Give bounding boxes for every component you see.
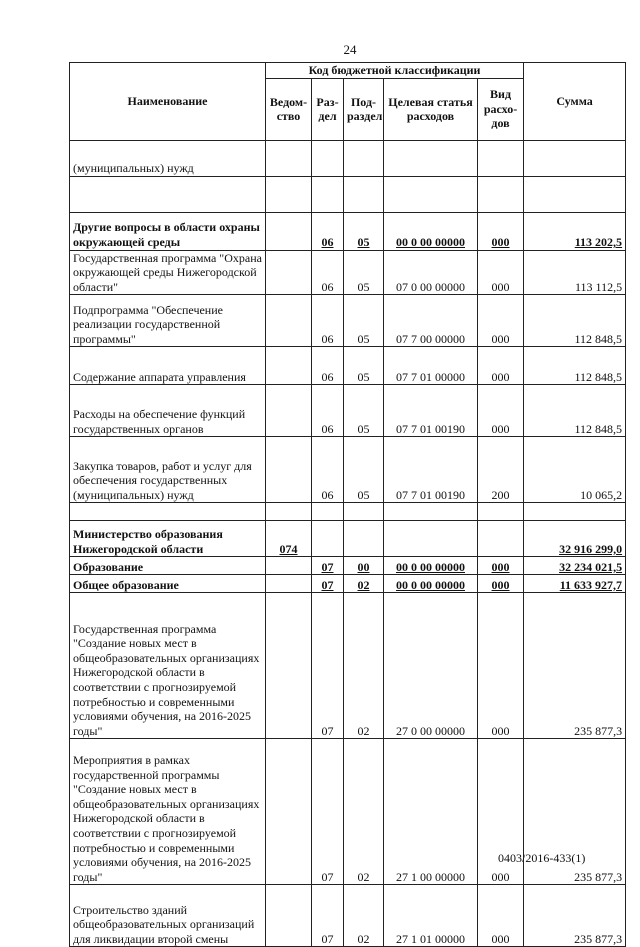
row-target-article [384,140,478,176]
row-podrazdel: 05 [344,437,384,503]
row-name [70,503,266,521]
row-podrazdel: 05 [344,295,384,347]
row-target-article [384,503,478,521]
row-target-article: 00 0 00 00000 [384,575,478,593]
row-sum: 235 877,3 [524,593,626,739]
row-razdel: 06 [312,385,344,437]
table-row [70,521,626,557]
row-razdel: 06 [312,212,344,250]
row-name: Закупка товаров, работ и услуг для обеспечения государственных (муниципальных) нужд [70,437,266,503]
row-vedomstvo [266,347,312,385]
row-name: Другие вопросы в области охраны окружающей среды [70,212,266,250]
row-sum: 112 848,5 [524,385,626,437]
header-target-article: Целевая статья расходов [384,78,478,140]
row-razdel [312,176,344,212]
row-name: Государственная программа "Охрана окружающей среды Нижегородской области" [70,250,266,295]
row-name: Строительство зданий общеобразовательных организаций для ликвидации второй смены [70,885,266,947]
table-row [70,176,626,212]
row-expense-type [478,503,524,521]
row-razdel [312,503,344,521]
row-expense-type: 000 [478,557,524,575]
row-name: Содержание аппарата управления [70,347,266,385]
row-name: Образование [70,557,266,575]
row-name: Мероприятия в рамках государственной программы "Создание новых мест в общеобразовательных организациях Нижегородской области в соответствии с прогнозируемой потребностью и современными условиями обучения, на 2016-2025 годы" [70,739,266,885]
row-podrazdel: 02 [344,575,384,593]
row-sum: 113 112,5 [524,250,626,295]
row-podrazdel: 05 [344,212,384,250]
table-row [70,140,626,176]
row-razdel: 06 [312,437,344,503]
row-razdel: 07 [312,557,344,575]
header-razdel: Раз-дел [312,78,344,140]
row-name: Расходы на обеспечение функций государственных органов [70,385,266,437]
row-vedomstvo [266,437,312,503]
row-target-article [384,176,478,212]
row-podrazdel [344,176,384,212]
row-razdel: 07 [312,739,344,885]
row-target-article: 07 7 01 00190 [384,385,478,437]
row-target-article: 00 0 00 00000 [384,557,478,575]
row-target-article: 27 1 00 00000 [384,739,478,885]
row-vedomstvo: 074 [266,521,312,557]
row-vedomstvo [266,739,312,885]
row-razdel [312,521,344,557]
table-row [70,437,626,503]
row-name: (муниципальных) нужд [70,140,266,176]
header-code-group: Код бюджетной классификации [266,63,524,79]
header-vedomstvo: Ведом-ство [266,78,312,140]
row-target-article: 07 7 01 00190 [384,437,478,503]
row-sum [524,140,626,176]
document-code: 0403/2016-433(1) [498,851,586,865]
table-row [70,385,626,437]
row-razdel: 07 [312,593,344,739]
table-row [70,295,626,347]
header-expense-type: Вид расхо-дов [478,78,524,140]
row-podrazdel: 02 [344,739,384,885]
row-razdel [312,140,344,176]
row-vedomstvo [266,503,312,521]
table-row [70,593,626,739]
row-expense-type: 000 [478,385,524,437]
row-sum: 113 202,5 [524,212,626,250]
table-body [70,140,626,947]
row-sum: 10 065,2 [524,437,626,503]
row-expense-type: 000 [478,250,524,295]
row-name: Подпрограмма "Обеспечение реализации государственной программы" [70,295,266,347]
row-podrazdel [344,521,384,557]
row-vedomstvo [266,575,312,593]
row-expense-type: 000 [478,295,524,347]
row-target-article: 07 7 00 00000 [384,295,478,347]
row-razdel: 06 [312,295,344,347]
row-podrazdel: 05 [344,250,384,295]
row-sum: 32 234 021,5 [524,557,626,575]
row-vedomstvo [266,212,312,250]
row-sum [524,503,626,521]
row-razdel: 06 [312,250,344,295]
row-expense-type: 000 [478,575,524,593]
header-name: Наименование [70,63,266,141]
row-vedomstvo [266,385,312,437]
table-row [70,250,626,295]
row-vedomstvo [266,250,312,295]
row-sum: 235 877,3 [524,885,626,947]
row-expense-type [478,140,524,176]
table-row [70,212,626,250]
row-target-article: 27 1 01 00000 [384,885,478,947]
row-name [70,176,266,212]
row-podrazdel: 02 [344,593,384,739]
table-row [70,557,626,575]
row-sum: 112 848,5 [524,295,626,347]
row-sum: 11 633 927,7 [524,575,626,593]
row-vedomstvo [266,885,312,947]
page-number: 24 [343,42,357,57]
row-podrazdel: 00 [344,557,384,575]
row-podrazdel [344,503,384,521]
row-vedomstvo [266,140,312,176]
row-target-article: 07 7 01 00000 [384,347,478,385]
row-target-article [384,521,478,557]
row-razdel: 06 [312,347,344,385]
row-podrazdel: 05 [344,385,384,437]
header-sum: Сумма [524,63,626,141]
row-expense-type: 000 [478,212,524,250]
row-expense-type: 000 [478,739,524,885]
row-name: Общее образование [70,575,266,593]
row-sum: 32 916 299,0 [524,521,626,557]
row-vedomstvo [266,593,312,739]
row-name: Министерство образования Нижегородской области [70,521,266,557]
row-target-article: 00 0 00 00000 [384,212,478,250]
row-razdel: 07 [312,575,344,593]
row-expense-type: 000 [478,593,524,739]
header-podrazdel: Под-раздел [344,78,384,140]
row-target-article: 07 0 00 00000 [384,250,478,295]
row-podrazdel: 02 [344,885,384,947]
table-row [70,575,626,593]
row-podrazdel [344,140,384,176]
row-expense-type [478,521,524,557]
row-expense-type: 000 [478,885,524,947]
table-row [70,503,626,521]
row-name: Государственная программа "Создание новых мест в общеобразовательных организациях Нижегородской области в соответствии с прогнозируемой потребностью и современными условиями обучения, на 2016-2025 годы" [70,593,266,739]
row-sum: 112 848,5 [524,347,626,385]
budget-table [69,62,626,947]
table-row [70,885,626,947]
row-vedomstvo [266,176,312,212]
row-expense-type: 000 [478,347,524,385]
row-vedomstvo [266,557,312,575]
row-podrazdel: 05 [344,347,384,385]
row-target-article: 27 0 00 00000 [384,593,478,739]
row-expense-type: 200 [478,437,524,503]
row-razdel: 07 [312,885,344,947]
row-vedomstvo [266,295,312,347]
row-sum: 235 877,3 [524,739,626,885]
row-expense-type [478,176,524,212]
table-row [70,347,626,385]
row-sum [524,176,626,212]
